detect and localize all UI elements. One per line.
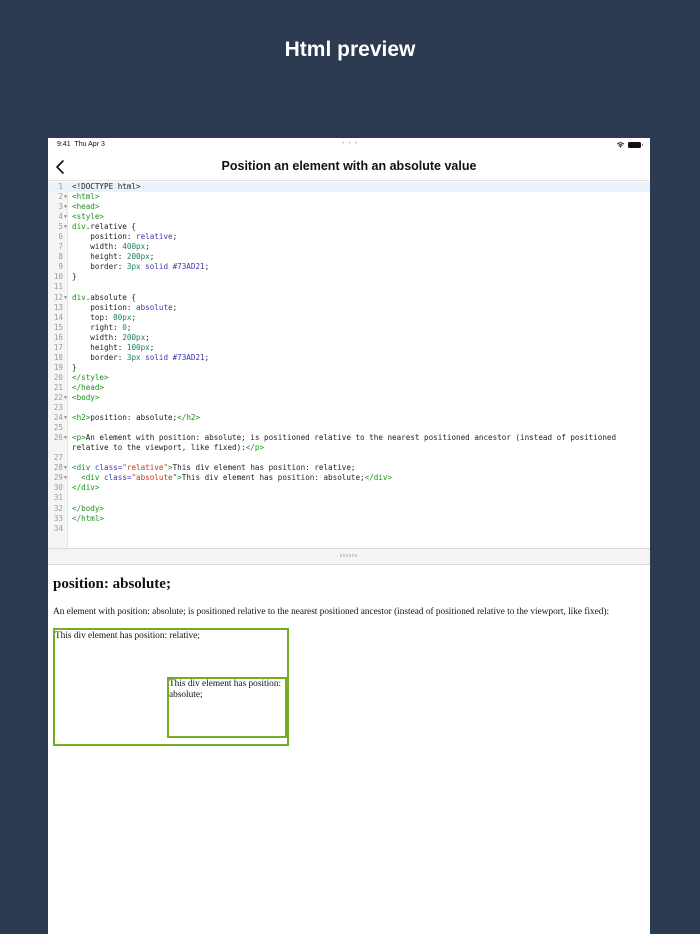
code-line[interactable]: 30 </div> xyxy=(53,483,100,493)
nav-bar xyxy=(48,154,650,181)
status-icons xyxy=(616,141,641,148)
code-line[interactable]: 1 <!DOCTYPE html> xyxy=(48,182,650,192)
code-line[interactable]: 2 ▼ <html> xyxy=(58,192,100,202)
code-line[interactable]: 20 </style> xyxy=(53,372,109,382)
html-preview-pane xyxy=(48,565,650,934)
fold-arrow-icon[interactable]: ▼ xyxy=(64,415,68,422)
code-line[interactable]: 15 right: 0; xyxy=(53,322,132,332)
multitasking-dots[interactable]: • • • xyxy=(342,140,359,147)
fold-arrow-icon[interactable]: ▼ xyxy=(64,214,68,221)
code-line[interactable]: 29 ▼ <div class="absolute">This div element has position: absolute;</div> xyxy=(53,473,393,483)
fold-arrow-icon[interactable]: ▼ xyxy=(64,435,68,442)
preview-paragraph: An element with position: absolute; is positioned relative to the nearest positioned ancestor (instead of positioned relative to the viewport, like fixed): xyxy=(53,607,610,617)
code-line[interactable]: 18 border: 3px solid #73AD21; xyxy=(53,352,210,362)
fold-arrow-icon[interactable]: ▼ xyxy=(64,475,68,482)
code-line[interactable]: 7 width: 400px; xyxy=(58,242,150,252)
absolute-div: This div element has position: absolute; xyxy=(167,677,287,738)
grip-icon xyxy=(340,554,358,557)
code-line[interactable]: 12 ▼ div.absolute { xyxy=(53,292,137,302)
fold-arrow-icon[interactable]: ▼ xyxy=(64,294,68,301)
code-line[interactable]: 3 ▼ <head> xyxy=(58,202,100,212)
fold-arrow-icon[interactable]: ▼ xyxy=(64,224,68,231)
code-line[interactable]: 23 xyxy=(53,403,63,413)
relative-div xyxy=(53,628,289,746)
code-line[interactable]: 24 ▼ <h2>position: absolute;</h2> xyxy=(53,413,201,423)
code-line[interactable]: 19 } xyxy=(53,362,77,372)
code-line[interactable]: 5 ▼ div.relative { xyxy=(58,222,137,232)
code-line[interactable]: 28 ▼ <div class="relative">This div element has position: relative; xyxy=(53,463,356,473)
wifi-icon xyxy=(616,141,625,148)
fold-arrow-icon[interactable]: ▼ xyxy=(64,194,68,201)
preview-heading: position: absolute; xyxy=(53,576,171,592)
status-time: 9:41 Thu Apr 3 xyxy=(57,141,105,148)
code-line[interactable]: 25 xyxy=(53,423,63,433)
battery-icon xyxy=(628,142,641,148)
fold-arrow-icon[interactable]: ▼ xyxy=(64,394,68,401)
ipad-screen xyxy=(48,138,650,934)
code-line[interactable]: 13 position: absolute; xyxy=(53,302,178,312)
code-line[interactable]: 9 border: 3px solid #73AD21; xyxy=(58,262,210,272)
code-line[interactable]: 6 position: relative; xyxy=(58,232,178,242)
code-editor[interactable] xyxy=(48,182,650,548)
pane-resize-handle[interactable] xyxy=(48,548,650,565)
page-title: Position an element with an absolute value xyxy=(221,159,477,173)
code-line[interactable]: 14 top: 80px; xyxy=(53,312,137,322)
code-line[interactable]: 16 width: 200px; xyxy=(53,332,150,342)
code-line[interactable]: 27 xyxy=(53,453,63,463)
code-line[interactable]: 33 </html> xyxy=(53,513,105,523)
code-line[interactable]: 31 xyxy=(53,493,63,503)
code-line[interactable]: 26 ▼ <p>An element with position: absolute; is positioned relative to the nearest positioned ancestor (instead of positioned relative to the viewport, like fixed):</p> xyxy=(53,433,621,453)
code-line[interactable]: 32 </body> xyxy=(53,503,105,513)
code-line[interactable]: 4 ▼ <style> xyxy=(58,212,105,222)
code-line[interactable]: 8 height: 200px; xyxy=(58,252,155,262)
status-bar xyxy=(48,138,650,154)
relative-div-text: This div element has position: relative; xyxy=(55,631,200,641)
code-line[interactable]: 17 height: 100px; xyxy=(53,342,155,352)
banner-title: Html preview xyxy=(284,38,416,61)
fold-arrow-icon[interactable]: ▼ xyxy=(64,204,68,211)
code-line[interactable]: 11 xyxy=(53,282,63,292)
fold-arrow-icon[interactable]: ▼ xyxy=(64,465,68,472)
code-line[interactable]: 34 xyxy=(53,523,63,533)
code-line[interactable]: 22 ▼ <body> xyxy=(53,392,100,402)
code-line[interactable]: 21 </head> xyxy=(53,382,105,392)
code-line[interactable]: 10 } xyxy=(53,272,77,282)
